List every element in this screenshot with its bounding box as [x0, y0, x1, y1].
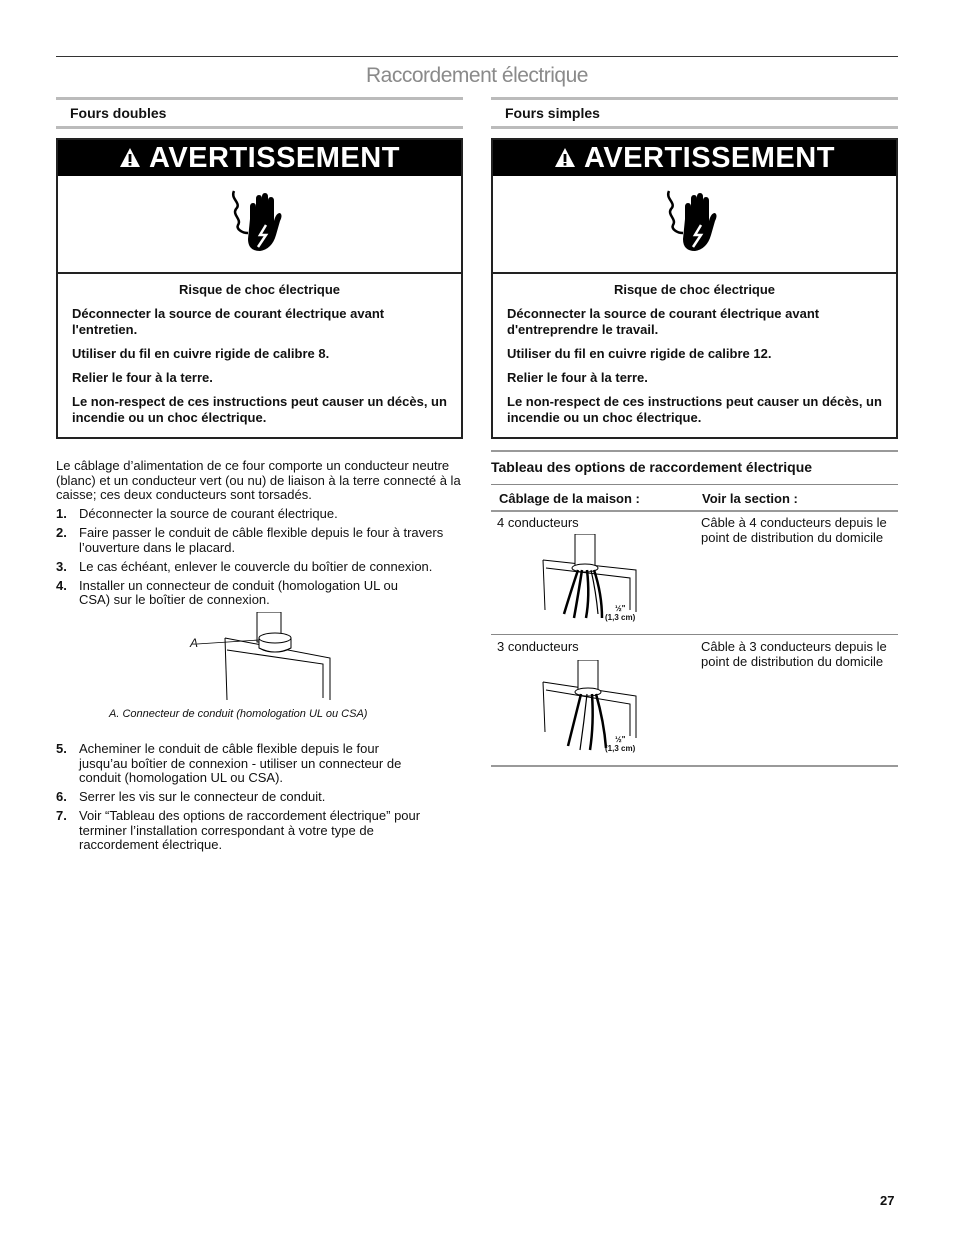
intro-paragraph: Le câblage d’alimentation de ce four comporte un conducteur neutre (blanc) et un conducteur vert (ou nu) de liaison à la terre connecté à la caisse; ces deux conducteurs sont torsadés.: [56, 458, 461, 502]
step-text: Déconnecter la source de courant électrique.: [79, 506, 338, 521]
warning-triangle-icon: [554, 147, 576, 169]
table-header-wiring: Câblage de la maison :: [499, 491, 640, 506]
figure-label: A: [190, 636, 199, 650]
page-number: 27: [880, 1193, 895, 1208]
warning-line: Relier le four à la terre.: [507, 370, 648, 385]
table-row-rule: [491, 634, 898, 635]
step-number: 7.: [56, 808, 67, 823]
table-rule: [491, 484, 898, 485]
step-text: Serrer les vis sur le connecteur de conduit.: [79, 789, 326, 804]
table-cell-section: Câble à 4 conducteurs depuis le point de distribution du domicile: [701, 515, 887, 545]
top-rule: [56, 56, 898, 57]
electric-shock-hand-icon: [228, 189, 292, 259]
dimension-label: ½": [615, 604, 626, 613]
step-text: Faire passer le conduit de câble flexible depuis le four à travers l’ouverture dans le placard.: [79, 525, 444, 555]
table-header-rule: [491, 510, 898, 512]
step-text: Le cas échéant, enlever le couvercle du boîtier de connexion.: [79, 558, 433, 574]
steps-list-2: [56, 742, 421, 857]
step-number: 2.: [56, 525, 67, 540]
step-number: 1.: [56, 506, 67, 521]
warning-line: Relier le four à la terre.: [72, 370, 213, 385]
step-text: Voir “Tableau des options de raccordement électrique” pour terminer l’installation correspondant à votre type de raccordement électrique.: [79, 808, 421, 852]
table-cell-wiring: 4 conducteurs: [497, 515, 579, 530]
list-item: [56, 742, 421, 786]
warning-banner-text: AVERTISSEMENT: [584, 141, 835, 174]
warning-line: Le non-respect de ces instructions peut causer un décès, un incendie ou un choc électrique.: [72, 394, 447, 425]
section-heading-fours-simples: Fours simples: [491, 97, 898, 129]
list-item: [56, 560, 468, 575]
step-text: Installer un connecteur de conduit (homologation UL ou CSA) sur le boîtier de connexion.: [79, 577, 398, 607]
dimension-label: (1,3 cm): [605, 744, 636, 753]
list-item: [56, 507, 468, 522]
section-heading-fours-doubles: Fours doubles: [56, 97, 463, 129]
table-cell-wiring: 3 conducteurs: [497, 639, 579, 654]
table-bottom-rule: [491, 765, 898, 767]
warning-banner: [58, 140, 461, 176]
list-item: [56, 809, 421, 853]
warning-banner: [493, 140, 896, 176]
warning-banner-text: AVERTISSEMENT: [149, 141, 400, 174]
shock-hazard-area: [58, 176, 461, 274]
warning-box-left: [56, 138, 463, 439]
table-title: Tableau des options de raccordement électrique: [491, 459, 813, 475]
three-wire-figure: [540, 660, 645, 755]
table-cell-section: Câble à 3 conducteurs depuis le point de distribution du domicile: [701, 639, 887, 669]
step-number: 3.: [56, 558, 67, 574]
table-header-section: Voir la section :: [702, 491, 798, 506]
warning-line: Utiliser du fil en cuivre rigide de calibre 8.: [72, 346, 330, 361]
warning-box-right: [491, 138, 898, 439]
warning-risk-text: Risque de choc électrique: [178, 282, 341, 297]
step-number: 4.: [56, 577, 67, 593]
shock-hazard-area: [493, 176, 896, 274]
electric-shock-hand-icon: [663, 189, 727, 259]
warning-triangle-icon: [119, 147, 141, 169]
warning-line: Utiliser du fil en cuivre rigide de calibre 12.: [507, 346, 772, 361]
warning-line: Déconnecter la source de courant électrique avant d'entreprendre le travail.: [507, 306, 820, 337]
step-number: 5.: [56, 741, 67, 756]
warning-body: [493, 274, 896, 426]
table-top-rule: [491, 450, 898, 452]
warning-body: [58, 274, 461, 426]
steps-list-1: [56, 507, 468, 612]
conduit-connector-figure: [185, 612, 335, 702]
page-title: Raccordement électrique: [366, 64, 588, 87]
list-item: [56, 790, 421, 805]
figure-caption: A. Connecteur de conduit (homologation UL ou CSA): [109, 708, 368, 720]
list-item: [56, 526, 468, 555]
warning-line: Le non-respect de ces instructions peut causer un décès, un incendie ou un choc électrique.: [507, 394, 882, 425]
warning-risk-text: Risque de choc électrique: [613, 282, 776, 297]
step-number: 6.: [56, 789, 67, 804]
list-item: [56, 579, 414, 608]
warning-line: Déconnecter la source de courant électrique avant l'entretien.: [72, 306, 385, 337]
dimension-label: (1,3 cm): [605, 613, 636, 622]
dimension-label: ½": [615, 735, 626, 744]
step-text: Acheminer le conduit de câble flexible depuis le four jusqu’au boîtier de connexion - utiliser un connecteur de conduit (homologation UL ou CSA).: [79, 741, 402, 785]
